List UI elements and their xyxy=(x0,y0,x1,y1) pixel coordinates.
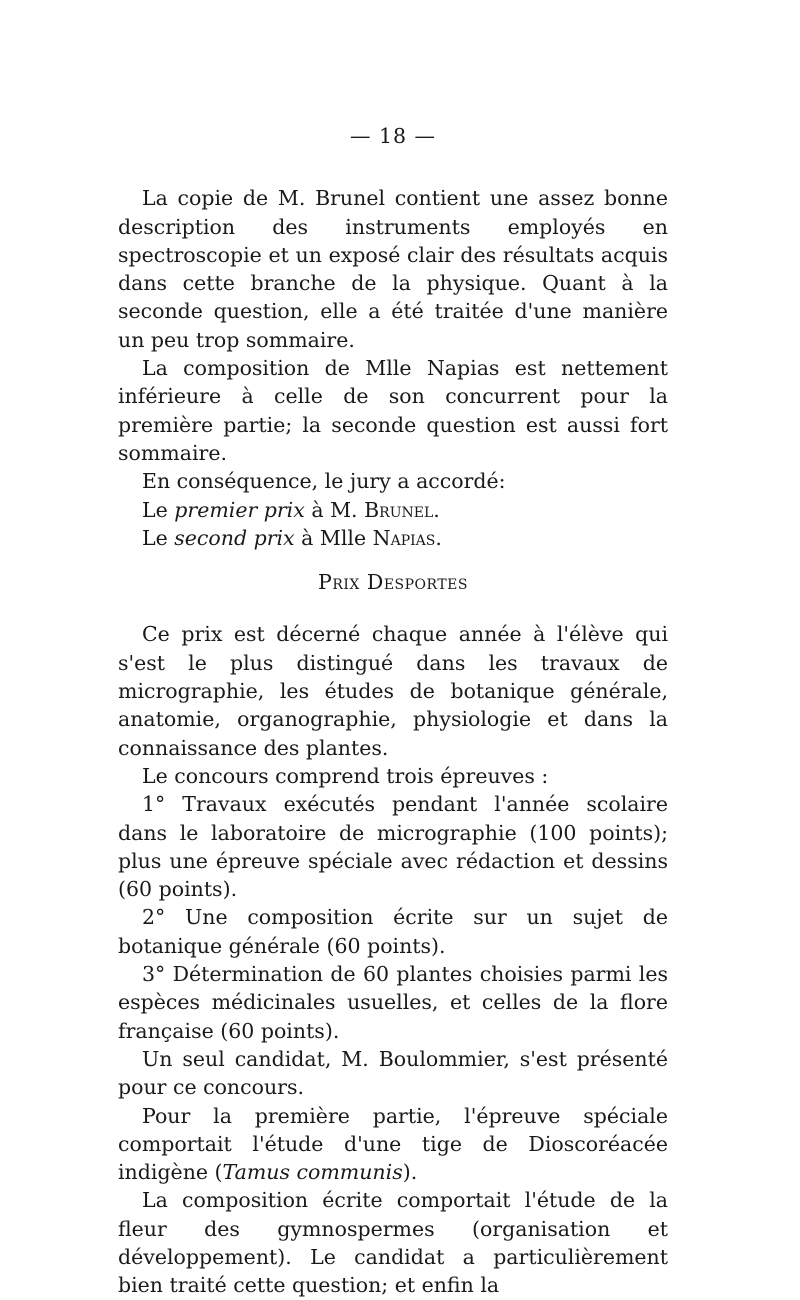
paragraph: En conséquence, le jury a accordé: xyxy=(142,469,506,494)
paragraph xyxy=(118,1102,668,1187)
award-line-second xyxy=(118,524,668,552)
award-end: . xyxy=(433,497,440,522)
award-prefix: Le xyxy=(142,525,175,550)
paragraph-text: Pour la première partie, l'épreuve spéciale comportait l'étude d'une tige de Dioscoréacée indigène ( xyxy=(118,1103,668,1185)
document-page xyxy=(118,122,668,1300)
award-recipient: Brunel xyxy=(364,497,434,522)
award-mid: à Mlle xyxy=(294,525,373,550)
page-number: — 18 — xyxy=(349,124,437,148)
award-end: . xyxy=(435,525,442,550)
paragraph: Un seul candidat, M. Boulommier, s'est présenté pour ce concours. xyxy=(118,1046,668,1100)
paragraph: Le concours comprend trois épreuves : xyxy=(142,763,549,788)
paragraph: 3° Détermination de 60 plantes choisies parmi les espèces médicinales usuelles, et celles de la flore française (60 points). xyxy=(118,962,668,1043)
award-mid: à M. xyxy=(304,497,365,522)
paragraph-text: ). xyxy=(402,1160,418,1185)
paragraph: La composition écrite comportait l'étude de la fleur des gymnospermes (organisation et développement). Le candidat a particulièrement bien traité cette question; et enfin la xyxy=(118,1188,668,1298)
award-title: second prix xyxy=(174,525,295,550)
paragraph: 1° Travaux exécutés pendant l'année scolaire dans le laboratoire de micrographie (100 points); plus une épreuve spéciale avec rédaction et dessins (60 points). xyxy=(118,792,668,902)
paragraph: La copie de M. Brunel contient une assez bonne description des instruments employés en spectroscopie et un exposé clair des résultats acquis dans cette branche de la physique. Quant à la seconde question, elle a été traitée d'une manière un peu trop sommaire. xyxy=(118,186,668,352)
species-name: Tamus communis xyxy=(222,1160,403,1185)
award-title: premier prix xyxy=(174,497,305,522)
award-recipient: Napias xyxy=(372,525,436,550)
award-line-first xyxy=(118,496,668,524)
paragraph: 2° Une composition écrite sur un sujet de botanique générale (60 points). xyxy=(118,905,668,958)
section-heading: Prix Desportes xyxy=(318,570,468,595)
paragraph: La composition de Mlle Napias est nettement inférieure à celle de son concurrent pour la première partie; la seconde question est aussi fort sommaire. xyxy=(118,356,668,465)
award-prefix: Le xyxy=(142,497,175,522)
paragraph: Ce prix est décerné chaque année à l'élève qui s'est le plus distingué dans les travaux de micrographie, les études de botanique générale, anatomie, organographie, physiologie et dans la connaissance des plantes. xyxy=(118,622,668,760)
